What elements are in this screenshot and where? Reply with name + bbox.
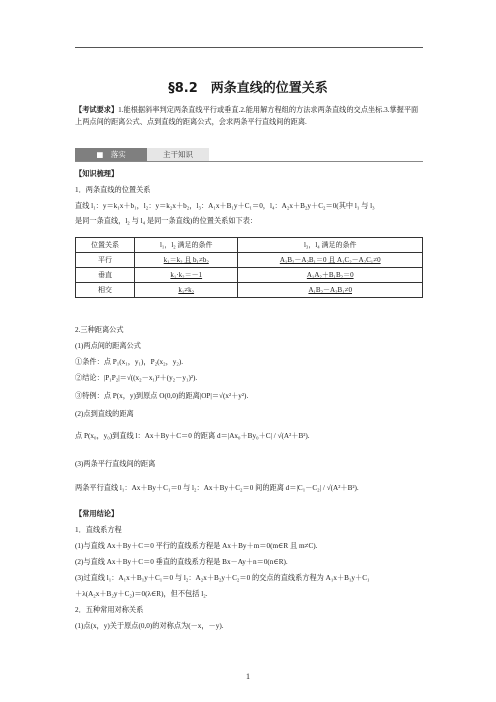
table-cell: A₁B₂－A₂B₁＝0 且 A₁C₂－A₂C₁≠0 <box>238 253 423 268</box>
section-tab-bar <box>75 148 423 162</box>
header-rule <box>75 47 423 48</box>
table-cell: k₁·k₂＝－1 <box>135 268 238 283</box>
c1-item3b: ＋λ(A₂x＋B₂y＋C₂)＝0(λ∈R)，但不包括 l₂. <box>75 590 208 598</box>
table-cell: 相交 <box>76 283 135 298</box>
s2-condition: ①条件：点 P₁(x₁，y₁)，P₂(x₂，y₂). <box>75 358 184 366</box>
section-title: §8.2 两条直线的位置关系 <box>168 81 328 96</box>
position-table <box>75 237 423 298</box>
exam-label: 【考试要求】 <box>75 106 119 114</box>
c1-item1: (1)与直线 Ax＋By＋C＝0 平行的直线系方程是 Ax＋By＋m＝0(m∈R 且 m≠C). <box>75 542 318 550</box>
s2-point-line: 点 P(x₀，y₀)到直线 l：Ax＋By＋C＝0 的距离 d＝|Ax₀＋By₀＋C| / √(A²＋B²). <box>75 432 310 440</box>
s2-sub2: (2)点到直线的距离 <box>75 410 134 418</box>
exam-requirements <box>75 104 425 128</box>
s2-heading: 2.三种距离公式 <box>75 326 124 334</box>
table-row <box>76 253 423 268</box>
table-header: l₃，l₄ 满足的条件 <box>238 238 423 253</box>
table-row <box>76 268 423 283</box>
knowledge-label: 【知识梳理】 <box>75 170 119 178</box>
s1-line2: 是同一条直线，l₂ 与 l₄ 是同一条直线)的位置关系如下表： <box>75 217 258 225</box>
s2-conclusion: ②结论：|P₁P₂|＝√((x₂－x₁)²＋(y₂－y₁)²). <box>75 374 198 382</box>
c1-heading: 1．直线系方程 <box>75 526 122 534</box>
tab-zhugan: 主干知识 <box>147 148 209 161</box>
table-row <box>76 283 423 298</box>
table-header: 位置关系 <box>76 238 135 253</box>
tab-luoshi: ■ 落实 <box>75 148 147 161</box>
s1-line1: 直线 l₁：y＝k₁x＋b₁，l₂：y＝k₂x＋b₂，l₃：A₁x＋B₁y＋C₁＝0，l₄：A₂x＋B₂y＋C₂＝0(其中 l₁ 与 l₃ <box>75 202 375 210</box>
s2-parallel-lines: 两条平行直线 l₁：Ax＋By＋C₁＝0 与 l₂：Ax＋By＋C₂＝0 间的距离 d＝|C₁－C₂| / √(A²＋B²). <box>75 484 359 492</box>
s1-heading: 1．两条直线的位置关系 <box>75 186 151 194</box>
table-cell: A₁B₂－A₂B₁≠0 <box>238 283 423 298</box>
table-header: l₁，l₂ 满足的条件 <box>135 238 238 253</box>
table-header-row <box>76 238 423 253</box>
c2-heading: 2．五种常用对称关系 <box>75 606 144 614</box>
common-label: 【常用结论】 <box>75 510 119 518</box>
table-cell: k₁＝k₂ 且 b₁≠b₂ <box>135 253 238 268</box>
page-number: 1 <box>246 672 250 681</box>
table-cell: k₁≠k₂ <box>135 283 238 298</box>
s2-special: ③特例：点 P(x，y)到原点 O(0,0)的距离|OP|＝√(x²＋y²). <box>75 392 249 400</box>
s2-sub1: (1)两点间的距离公式 <box>75 342 141 350</box>
s2-sub3: (3)两条平行直线间的距离 <box>75 460 156 468</box>
c1-item2: (2)与直线 Ax＋By＋C＝0 垂直的直线系方程是 Bx－Ay＋n＝0(n∈R). <box>75 558 288 566</box>
table-cell: 平行 <box>76 253 135 268</box>
table-cell: A₁A₂＋B₁B₂＝0 <box>238 268 423 283</box>
table-cell: 垂直 <box>76 268 135 283</box>
c1-item3a: (3)过直线 l₁：A₁x＋B₁y＋C₁＝0 与 l₂：A₂x＋B₂y＋C₂＝0 的交点的直线系方程为 A₁x＋B₁y＋C₁ <box>75 574 370 582</box>
exam-text: 1.能根据斜率判定两条直线平行或垂直.2.能用解方程组的方法求两条直线的交点坐标.3.掌握平面上两点间的距离公式、点到直线的距离公式，会求两条平行直线间的距离. <box>75 106 419 126</box>
c2-item1: (1)点(x，y)关于原点(0,0)的对称点为(－x，－y). <box>75 622 224 630</box>
